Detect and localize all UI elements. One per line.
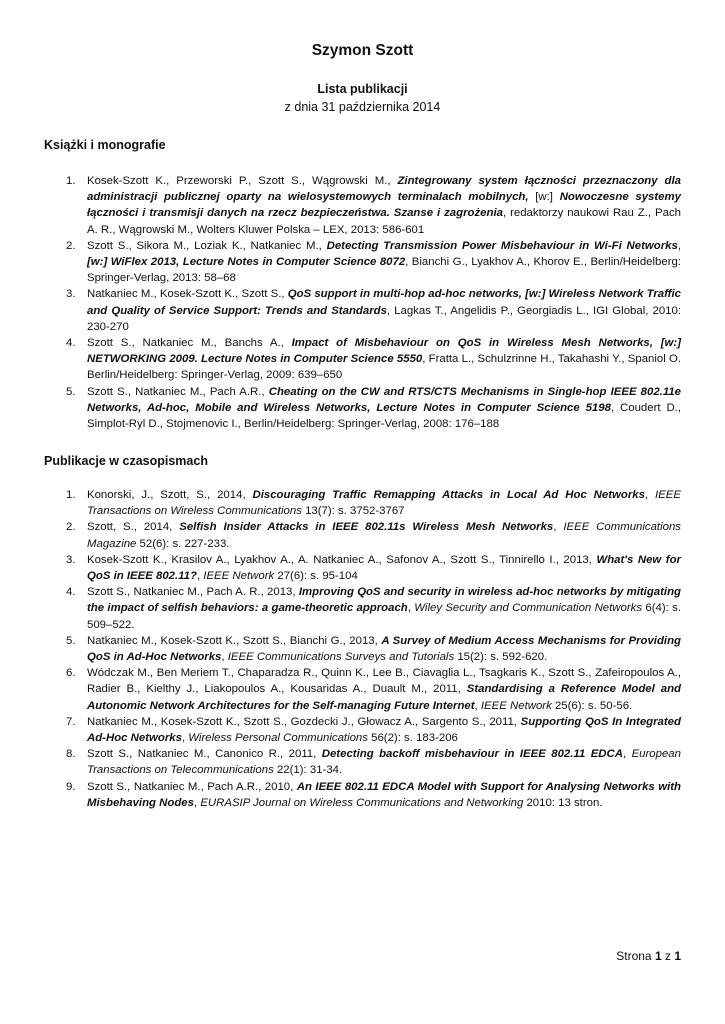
publication-number: 2. — [66, 521, 76, 534]
publication-text: , — [644, 489, 656, 501]
publication-item — [44, 173, 681, 238]
publication-venue: IEEE Network — [480, 699, 552, 712]
publication-text: Natkaniec M., Kosek-Szott K., Szott S., Gozdecki J., Głowacz A., Sargento S., 2011, — [87, 715, 521, 728]
publication-text: 27(6): s. 95-104 — [274, 570, 358, 583]
publication-item — [44, 238, 681, 287]
publication-item — [44, 384, 681, 433]
publication-text: Szott S., Natkaniec M., Banchs A., — [87, 337, 292, 350]
publication-item — [44, 746, 681, 778]
publication-title: QoS support in multi-hop ad-hoc networks, [w:] Wireless Network Traffic and Quality of Service Support: Trends and Standards — [87, 288, 681, 317]
publication-text: Konorski, J., Szott, S., 2014, — [87, 489, 253, 501]
publication-number: 5. — [66, 634, 76, 647]
footer-label: Strona — [616, 949, 652, 963]
publication-item — [44, 487, 681, 519]
publication-text: , Coudert D., Simplot-Ryl D., Stojmenovic I., Berlin/Heidelberg: Springer-Verlag, 2008: 176–188 — [87, 401, 681, 431]
publication-item — [44, 552, 681, 584]
publication-title: Zintegrowany system łączności przeznaczony dla administracji publicznej oparty na wielosystemowych terminalach mobilnych, — [87, 175, 681, 204]
publication-number: 1. — [66, 175, 76, 187]
publication-text: 6(4): s. 509–522. — [87, 602, 681, 631]
footer-current-page: 1 — [654, 949, 662, 963]
document-date: z dnia 31 października 2014 — [284, 100, 441, 114]
publication-text: [w:] — [528, 191, 560, 204]
publication-item — [44, 335, 681, 384]
publication-item — [44, 714, 681, 746]
publication-text: , Fratta L., Schulzrinne H., Takahashi Y., Spaniol O. Berlin/Heidelberg: Springer-Verlag, 2009: 639–650 — [87, 353, 682, 382]
publication-venue: IEEE Communications Magazine — [87, 521, 681, 550]
publication-venue: EURASIP Journal on Wireless Communications and Networking — [200, 796, 524, 809]
publication-text: , Lagkas T., Angelidis P., Georgiadis L., IGI Global, 2010: 230-270 — [87, 304, 681, 333]
publication-venue: IEEE Transactions on Wireless Communications — [87, 489, 681, 518]
publication-text: , — [221, 651, 228, 664]
publication-text: , — [622, 748, 632, 761]
publication-text: , — [193, 796, 201, 809]
publication-item — [44, 779, 681, 811]
publication-title: Cheating on the CW and RTS/CTS Mechanisms in Single-hop IEEE 802.11e Networks, Ad-hoc, Mobile and Wireless Networks, Lecture Notes in Computer Science 5198 — [87, 385, 681, 414]
publication-title: Detecting backoff misbehaviour in IEEE 802.11 EDCA — [321, 748, 623, 761]
publication-text: , — [407, 602, 415, 615]
publication-text: , — [553, 521, 564, 534]
publication-title: A Survey of Medium Access Mechanisms for Providing QoS in Ad-Hoc Networks — [87, 634, 681, 664]
publication-number: 7. — [66, 715, 76, 728]
publication-number: 1. — [66, 489, 76, 501]
publication-text: 13(7): s. 3752-3767 — [301, 505, 405, 518]
publication-number: 4. — [66, 586, 76, 599]
publication-number: 3. — [66, 288, 76, 301]
publication-title: Selfish Insider Attacks in IEEE 802.11s Wireless Mesh Networks — [179, 521, 554, 534]
publication-text: 15(2): s. 592-620. — [454, 651, 548, 664]
publication-item — [44, 584, 681, 633]
footer-total-pages: 1 — [674, 949, 681, 963]
publication-number: 6. — [66, 667, 76, 680]
publication-text: , — [677, 239, 681, 252]
publication-title: Supporting QoS In Integrated Ad-Hoc Networks — [87, 715, 681, 745]
publication-text: Kosek-Szott K., Przeworski P., Szott S., Wągrowski M., — [87, 175, 398, 187]
publication-text: , Bianchi G., Lyakhov A., Khorov E., Berlin/Heidelberg: Springer-Verlag, 2013: 58–68 — [87, 256, 681, 285]
author-name: Szymon Szott — [311, 42, 414, 59]
publication-text: Natkaniec M., Kosek-Szott K., Szott S., Bianchi G., 2013, — [87, 634, 382, 647]
publication-title: Nowoczesne systemy łączności i transmisji danych na rzecz bezpieczeństwa. Szanse i zagrożenia — [87, 191, 681, 220]
publication-item — [44, 633, 681, 665]
publication-number: 5. — [66, 385, 76, 398]
publication-title: What's New for QoS in IEEE 802.11? — [87, 553, 681, 583]
publication-number: 9. — [66, 780, 76, 793]
publication-text: , — [196, 570, 204, 583]
publication-text: 22(1): 31-34. — [273, 764, 343, 777]
publication-title: [w:] WiFlex 2013, Lecture Notes in Computer Science 8072 — [87, 256, 406, 269]
publication-text: Szott S., Sikora M., Loziak K., Natkaniec M., — [87, 239, 327, 252]
publication-text: , — [181, 732, 189, 745]
publication-venue: European Transactions on Telecommunications — [87, 748, 681, 777]
publication-text: Szott S., Natkaniec M., Pach A.R., — [87, 385, 269, 398]
publication-number: 3. — [66, 553, 76, 566]
publication-text: Szott S., Natkaniec M., Pach A. R., 2013, — [87, 586, 299, 599]
publication-text: 56(2): s. 183-206 — [367, 732, 458, 745]
publication-title: Detecting Transmission Power Misbehaviour in Wi-Fi Networks — [326, 239, 678, 252]
section-heading-books: Książki i monografie — [44, 138, 166, 152]
publication-text: 25(6): s. 50-56. — [551, 699, 633, 712]
publication-title: Impact of Misbehaviour on QoS in Wireless Mesh Networks, [w:] NETWORKING 2009. Lecture Notes in Computer Science 5550 — [87, 337, 682, 366]
publication-item — [44, 665, 681, 714]
publication-item — [44, 519, 681, 551]
publication-venue: IEEE Network — [203, 570, 275, 583]
books-list — [44, 173, 681, 432]
publication-title: Standardising a Reference Model and Autonomic Network Architectures for the Self-managing Future Internet — [87, 683, 681, 712]
publication-text: , redaktorzy naukowi Rau Z., Pach A. R., Wągrowski M., Wolters Kluwer Polska – LEX, 2013: 586-601 — [87, 207, 681, 236]
publication-text: Szott, S., 2014, — [87, 521, 180, 534]
publication-number: 4. — [66, 337, 76, 350]
publication-text: Wódczak M., Ben Meriem T., Chaparadza R., Quinn K., Lee B., Ciavaglia L., Tsagkaris K., Szott S., Zafeiropoulos A., Radier B., Kielthy J., Liakopoulos A., Kousaridas A., Duault M., 2011, — [87, 667, 681, 696]
footer-separator: z — [664, 949, 671, 963]
publication-venue: Wireless Personal Communications — [188, 732, 368, 745]
journals-list — [44, 487, 681, 811]
publication-text: 2010: 13 stron. — [523, 796, 603, 809]
publication-text: Kosek-Szott K., Krasilov A., Lyakhov A., A. Natkaniec A., Safonov A., Szott S., Tinnirello I., 2013, — [87, 553, 597, 566]
publication-venue: Wiley Security and Communication Networks — [414, 602, 643, 615]
publication-title: Discouraging Traffic Remapping Attacks in Local Ad Hoc Networks — [252, 489, 645, 501]
section-heading-journals: Publikacje w czasopismach — [44, 454, 208, 468]
publication-venue: IEEE Communications Surveys and Tutorials — [227, 651, 455, 664]
document-subtitle: Lista publikacji — [317, 82, 408, 96]
publication-text: 52(6): s. 227-233. — [136, 537, 230, 550]
publication-item — [44, 286, 681, 335]
publication-title: An IEEE 802.11 EDCA Model with Support for Analysing Networks with Misbehaving Nodes — [87, 780, 681, 809]
publication-title: Improving QoS and security in wireless ad-hoc networks by mitigating the impact of selfish behaviors: a game-theoretic approach — [87, 586, 682, 615]
publication-text: Szott S., Natkaniec M., Canonico R., 2011, — [87, 748, 322, 761]
publication-text: Natkaniec M., Kosek-Szott K., Szott S., — [87, 288, 288, 301]
publication-text: , — [474, 699, 481, 712]
publication-text: Szott S., Natkaniec M., Pach A.R., 2010, — [87, 780, 297, 793]
publication-number: 2. — [66, 239, 76, 252]
page-footer — [616, 949, 681, 963]
publication-number: 8. — [66, 748, 76, 761]
